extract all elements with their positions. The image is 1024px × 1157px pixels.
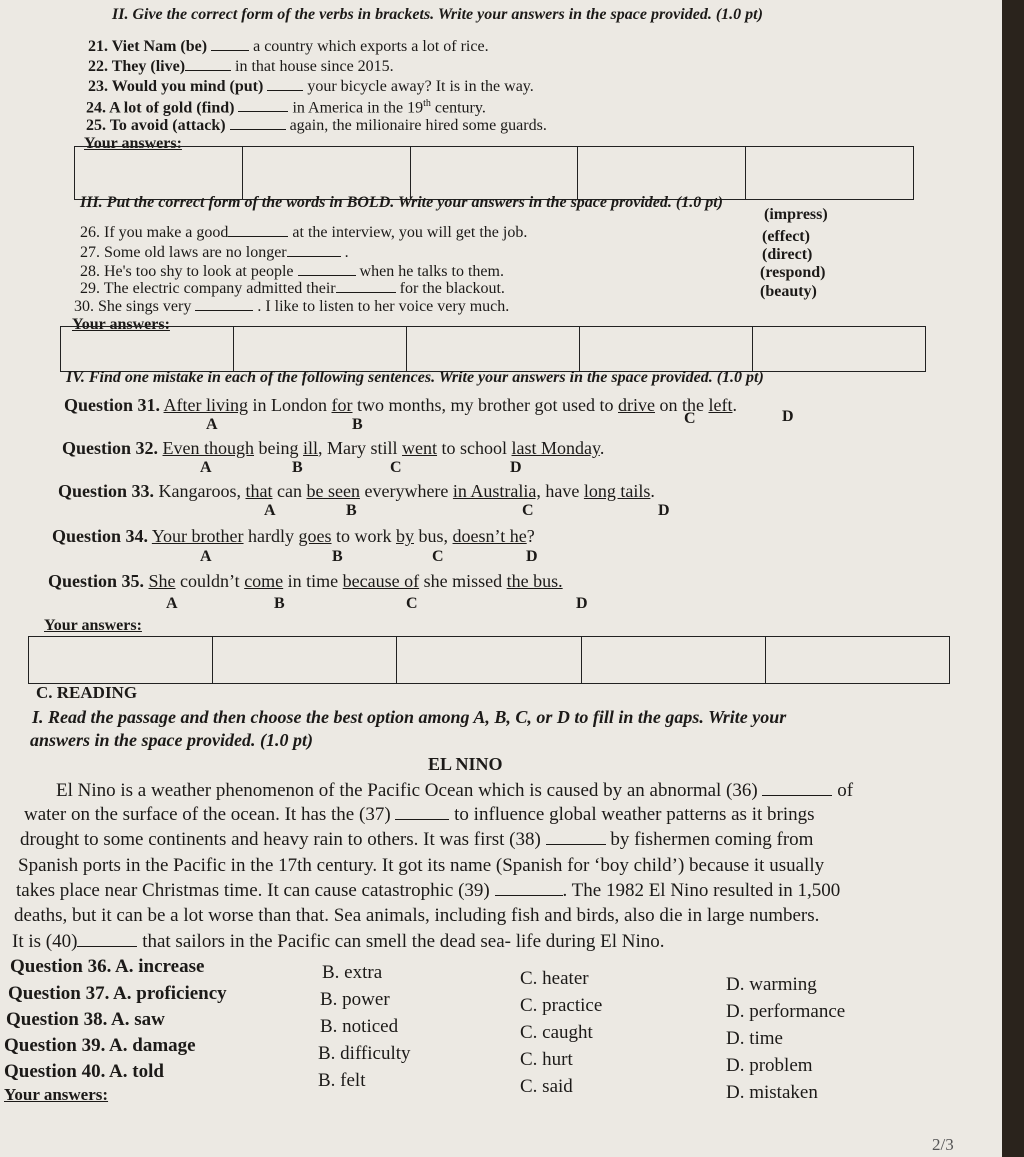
word-effect: (effect) bbox=[762, 228, 810, 245]
answers-label-4: Your answers: bbox=[44, 617, 142, 634]
page-number: 2/3 bbox=[932, 1135, 954, 1154]
answer-cell-32[interactable] bbox=[213, 637, 397, 683]
q31-letter-d: D bbox=[782, 408, 794, 425]
question-24: 24. A lot of gold (find) in America in the 19th century. bbox=[86, 98, 486, 117]
question-23: 23. Would you mind (put) your bicycle away? It is in the way. bbox=[88, 78, 534, 95]
question-26: 26. If you make a good at the interview, you will get the job. bbox=[80, 224, 528, 241]
word-impress: (impress) bbox=[764, 206, 828, 223]
q32-letter-c: C bbox=[390, 459, 402, 476]
section-4-title: IV. Find one mistake in each of the following sentences. Write your answers in the space provided. (1.0 pt) bbox=[66, 369, 764, 386]
q37-option-b: B. power bbox=[320, 989, 390, 1010]
reading-instruction-2: answers in the space provided. (1.0 pt) bbox=[30, 730, 313, 750]
question-33: Question 33. Kangaroos, that can be seen everywhere in Australia, have long tails. bbox=[58, 481, 655, 501]
reading-heading: C. READING bbox=[36, 683, 138, 702]
answer-cell-28[interactable] bbox=[407, 327, 580, 371]
q38-option-c: C. caught bbox=[520, 1022, 593, 1043]
passage-line-5: takes place near Christmas time. It can cause catastrophic (39) . The 1982 El Nino resulted in 1,500 bbox=[16, 880, 841, 901]
question-37: Question 37. A. proficiency bbox=[8, 983, 227, 1004]
q31-letter-a: A bbox=[206, 416, 218, 433]
answer-cell-35[interactable] bbox=[766, 637, 949, 683]
q35-letter-c: C bbox=[406, 595, 418, 612]
q32-letter-a: A bbox=[200, 459, 212, 476]
answer-cell-31[interactable] bbox=[29, 637, 213, 683]
q38-option-b: B. noticed bbox=[320, 1016, 399, 1037]
question-34: Question 34. Your brother hardly goes to work by bus, doesn’t he? bbox=[52, 526, 535, 546]
q34-letter-b: B bbox=[332, 548, 343, 565]
answer-box-3 bbox=[60, 326, 926, 372]
q37-option-d: D. performance bbox=[726, 1001, 846, 1022]
q36-option-d: D. warming bbox=[726, 974, 817, 995]
answer-cell-26[interactable] bbox=[61, 327, 234, 371]
question-32: Question 32. Even though being ill, Mary still went to school last Monday. bbox=[62, 438, 605, 458]
q31-letter-c: C bbox=[684, 410, 696, 427]
q36-option-c: C. heater bbox=[520, 968, 589, 989]
q40-option-d: D. mistaken bbox=[726, 1082, 818, 1103]
word-respond: (respond) bbox=[760, 264, 826, 281]
word-direct: (direct) bbox=[762, 246, 813, 263]
question-21: 21. Viet Nam (be) a country which exports a lot of rice. bbox=[88, 38, 489, 55]
section-2-title: II. Give the correct form of the verbs in brackets. Write your answers in the space provided. (1.0 pt) bbox=[112, 6, 763, 23]
desk-edge bbox=[1002, 0, 1024, 1157]
question-30: 30. She sings very . I like to listen to her voice very much. bbox=[74, 298, 510, 315]
q35-letter-d: D bbox=[576, 595, 588, 612]
q35-letter-b: B bbox=[274, 595, 285, 612]
question-40: Question 40. A. told bbox=[4, 1061, 164, 1082]
answers-label-3: Your answers: bbox=[72, 316, 170, 333]
answer-cell-29[interactable] bbox=[580, 327, 753, 371]
question-36: Question 36. A. increase bbox=[10, 956, 205, 977]
passage-line-6: deaths, but it can be a lot worse than that. Sea animals, including fish and birds, also die in large numbers. bbox=[14, 905, 820, 926]
answer-box-2 bbox=[74, 146, 914, 200]
word-beauty: (beauty) bbox=[760, 283, 817, 300]
answer-cell-21[interactable] bbox=[75, 147, 243, 199]
q34-letter-c: C bbox=[432, 548, 444, 565]
q39-option-d: D. problem bbox=[726, 1055, 813, 1076]
answer-cell-30[interactable] bbox=[753, 327, 925, 371]
reading-instruction-1: I. Read the passage and then choose the best option among A, B, C, or D to fill in the gaps. Write your bbox=[32, 707, 787, 727]
question-38: Question 38. A. saw bbox=[6, 1009, 165, 1030]
passage-line-7: It is (40) that sailors in the Pacific can smell the dead sea- life during El Nino. bbox=[12, 931, 665, 952]
question-35: Question 35. She couldn’t come in time because of she missed the bus. bbox=[48, 571, 563, 591]
answer-cell-33[interactable] bbox=[397, 637, 581, 683]
section-3-title: III. Put the correct form of the words in BOLD. Write your answers in the space provided. (1.0 pt) bbox=[80, 194, 723, 211]
question-25: 25. To avoid (attack) again, the milionaire hired some guards. bbox=[86, 117, 547, 134]
passage-line-3: drought to some continents and heavy rain to others. It was first (38) by fishermen coming from bbox=[20, 829, 814, 850]
answer-cell-27[interactable] bbox=[234, 327, 407, 371]
answer-cell-34[interactable] bbox=[582, 637, 766, 683]
question-31: Question 31. After living in London for two months, my brother got used to drive on the left. bbox=[64, 395, 737, 415]
q39-option-b: B. difficulty bbox=[318, 1043, 411, 1064]
q33-letter-b: B bbox=[346, 502, 357, 519]
q40-option-b: B. felt bbox=[318, 1070, 366, 1091]
question-27: 27. Some old laws are no longer . bbox=[80, 244, 349, 261]
answers-label-reading: Your answers: bbox=[4, 1085, 109, 1104]
q33-letter-a: A bbox=[264, 502, 276, 519]
q34-letter-d: D bbox=[526, 548, 538, 565]
q33-letter-d: D bbox=[658, 502, 670, 519]
question-39: Question 39. A. damage bbox=[4, 1035, 196, 1056]
q31-letter-b: B bbox=[352, 416, 363, 433]
q32-letter-b: B bbox=[292, 459, 303, 476]
passage-title: EL NINO bbox=[428, 754, 503, 774]
question-22: 22. They (live) in that house since 2015. bbox=[88, 58, 394, 75]
question-29: 29. The electric company admitted their for the blackout. bbox=[80, 280, 505, 297]
q34-letter-a: A bbox=[200, 548, 212, 565]
q32-letter-d: D bbox=[510, 459, 522, 476]
q35-letter-a: A bbox=[166, 595, 178, 612]
q33-letter-c: C bbox=[522, 502, 534, 519]
passage-line-2: water on the surface of the ocean. It has the (37) to influence global weather patterns as it brings bbox=[24, 804, 815, 825]
answer-cell-22[interactable] bbox=[243, 147, 411, 199]
q40-option-c: C. said bbox=[520, 1076, 573, 1097]
q37-option-c: C. practice bbox=[520, 995, 603, 1016]
answer-cell-24[interactable] bbox=[578, 147, 746, 199]
passage-line-1: El Nino is a weather phenomenon of the Pacific Ocean which is caused by an abnormal (36) of bbox=[56, 780, 854, 801]
answer-box-4 bbox=[28, 636, 950, 684]
answer-cell-25[interactable] bbox=[746, 147, 913, 199]
answer-cell-23[interactable] bbox=[411, 147, 579, 199]
passage-line-4: Spanish ports in the Pacific in the 17th century. It got its name (Spanish for ‘boy child’) because it usually bbox=[18, 855, 825, 876]
q36-option-b: B. extra bbox=[322, 962, 383, 983]
q38-option-d: D. time bbox=[726, 1028, 783, 1049]
question-28: 28. He's too shy to look at people when he talks to them. bbox=[80, 263, 504, 280]
answers-label-2: Your answers: bbox=[84, 135, 182, 152]
q39-option-c: C. hurt bbox=[520, 1049, 573, 1070]
